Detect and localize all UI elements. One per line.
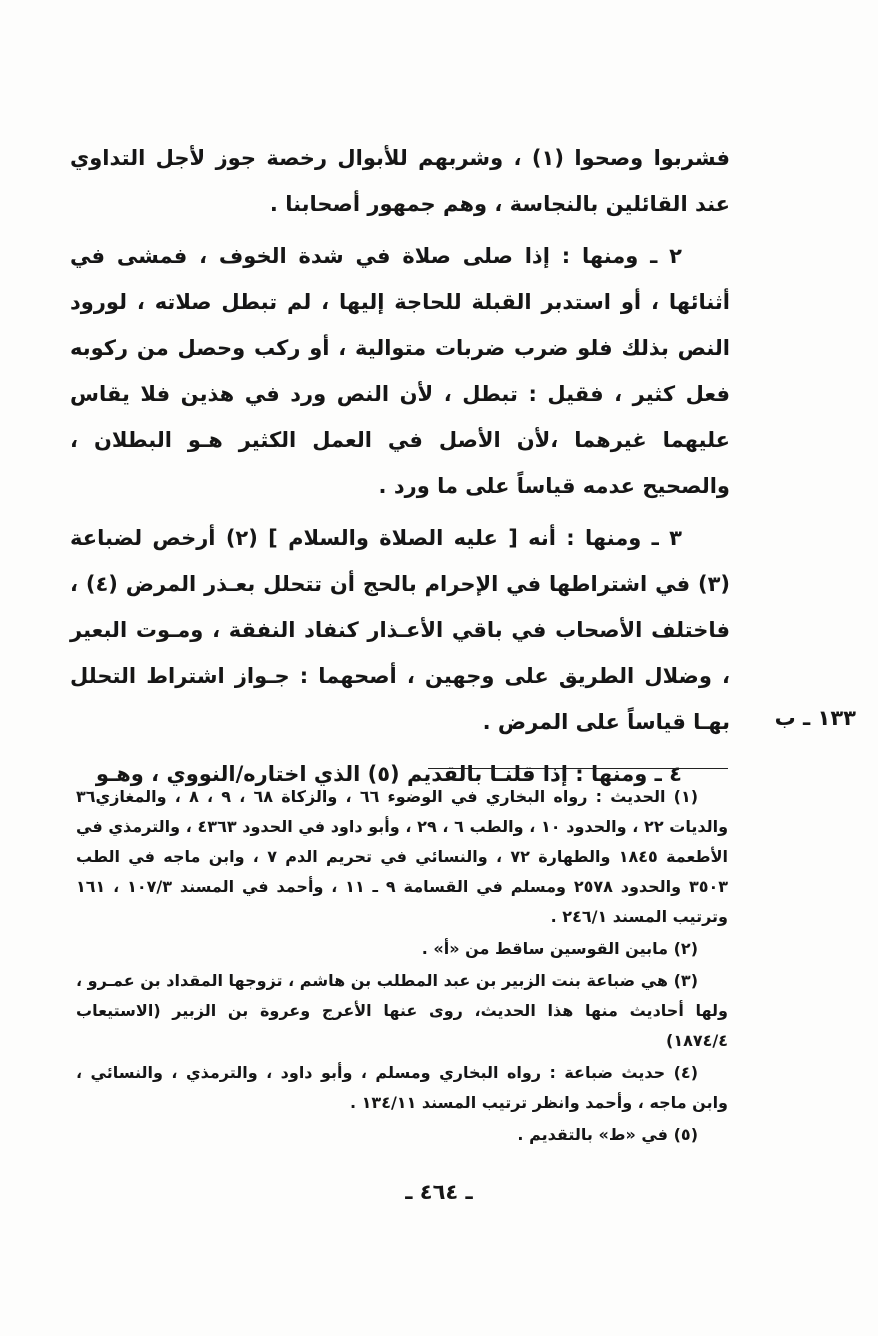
footnote-3: (٣) هي ضباعة بنت الزبير بن عبد المطلب بن هاشم ، تزوجها المقداد بن عمـرو ، ولها أحاديث منها هذا الحديث، روى عنها الأعرج وعروة بن الزبير (الاستيعاب ١٨٧٤/٤) (76, 971, 728, 1050)
footnote-1: (١) الحديث : رواه البخاري في الوضوء ٦٦ ، والزكاة ٦٨ ، ٩ ، ٨ ، والمغازي٣٦ والديات ٢٢ ، والحدود ١٠ ، والطب ٦ ، ٢٩ ، وأبو داود في الحدود ٤٣٦٣ ، والترمذي في الأطعمة ١٨٤٥ والطهارة ٧٢ ، والنسائي في تحريم الدم ٧ ، وابن ماجه في الطب ٣٥٠٣ والحدود ٢٥٧٨ ومسلم في القسامة ٩ ـ ١١ ، وأحمد في المسند ١٠٧/٣ ، ١٦١ وترتيب المسند ٢٤٦/١ . (76, 787, 729, 926)
footnote-4: (٤) حديث ضباعة : رواه البخاري ومسلم ، وأبو داود ، والترمذي ، والنسائي ، وابن ماجه ، وأحمد وانظر ترتيب المسند ١٣٤/١١ . (76, 1063, 728, 1112)
main-text (70, 135, 730, 803)
manuscript-folio-note: ١٣٣ ـ ب (774, 706, 856, 730)
page-number: ـ ٤٦٤ ـ (405, 1180, 473, 1204)
paragraph-1: فشربوا وصحوا (١) ، وشربهم للأبوال رخصة جوز لأجل التداوي عند القائلين بالنجاسة ، وهم جمهور أصحابنا . (70, 146, 730, 216)
footnote-separator (428, 768, 728, 769)
paragraph-3: ٣ ـ ومنها : أنه [ عليه الصلاة والسلام ] (٢) أرخص لضباعة (٣) في اشتراطها في الإحرام بالحج أن تتحلل بعـذر المرض (٤) ، فاختلف الأصحاب في باقي الأعـذار كنفاد النفقة ، ومـوت البعير ، وضلال الطريق على وجهين ، أصحهما : جـواز اشتراط التحلل بهـا قياساً على المرض . (70, 526, 731, 734)
footnotes (76, 782, 728, 1152)
footnote-5: (٥) في «ط» بالتقديم . (517, 1125, 698, 1144)
paragraph-2: ٢ ـ ومنها : إذا صلى صلاة في شدة الخوف ، فمشى في أثنائها ، أو استدبر القبلة للحاجة إليها ، لم تبطل صلاته ، لورود النص بذلك فلو ضرب ضربات متوالية ، أو ركب وحصل من ركوبه فعل كثير ، فقيل : تبطل ، لأن النص ورد في هذين فلا يقاس عليهما غيرهما ،لأن الأصل في العمل الكثير هـو البطلان ، والصحيح عدمه قياساً على ما ورد . (70, 244, 730, 498)
paragraph-4: ٤ ـ ومنها : إذا قلنـا بالقديم (٥) الذي اختاره/النووي ، وهـو (95, 762, 682, 786)
footnote-2: (٢) مابين القوسين ساقط من «أ» . (421, 939, 698, 958)
